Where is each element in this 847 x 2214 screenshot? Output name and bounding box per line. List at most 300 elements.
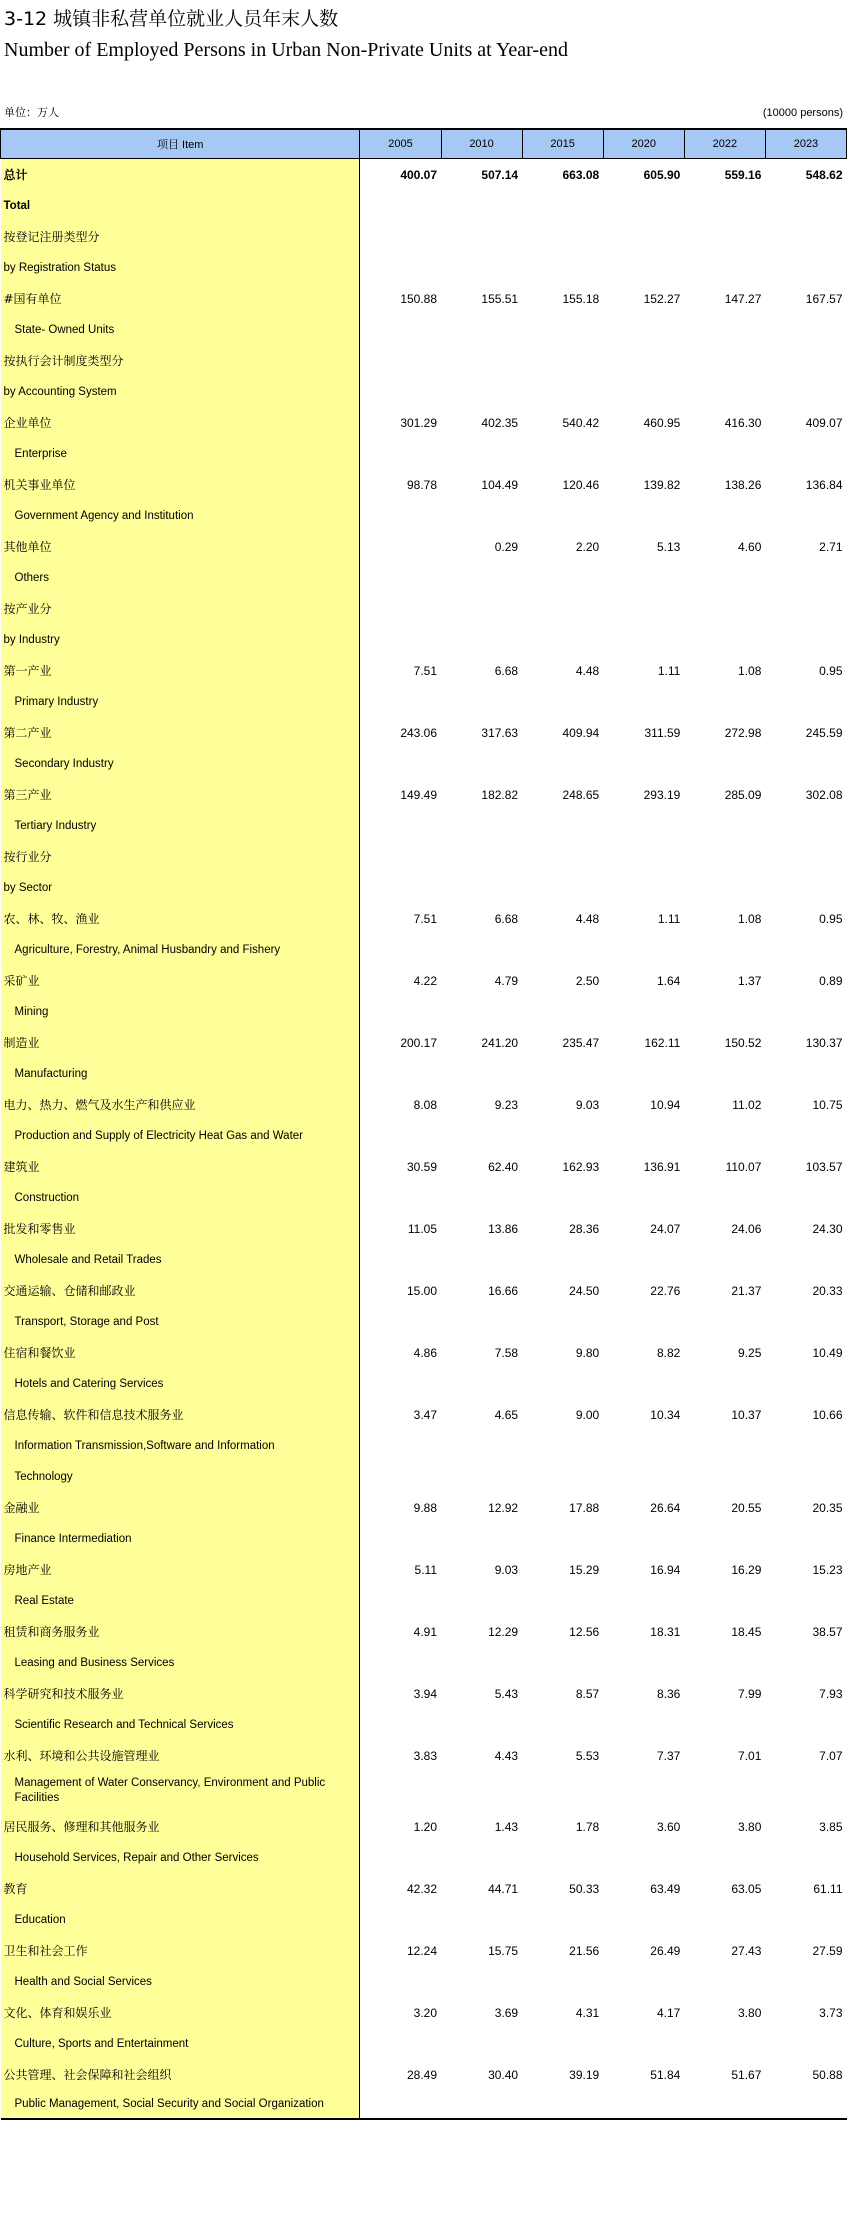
table-row bbox=[1, 996, 847, 1027]
value-cell bbox=[522, 1771, 603, 1811]
value-cell: 317.63 bbox=[481, 725, 519, 740]
value-cell bbox=[522, 1306, 603, 1337]
value-cell: 3.80 bbox=[738, 1819, 762, 1834]
value-cell bbox=[684, 314, 765, 345]
row-label: Information Transmission,Software and Information bbox=[1, 1430, 360, 1461]
table-row bbox=[1, 624, 847, 655]
value-cell bbox=[441, 841, 522, 872]
value-cell bbox=[765, 593, 846, 624]
table-row bbox=[1, 2059, 847, 2090]
value-cell bbox=[684, 376, 765, 407]
value-cell: 1.64 bbox=[656, 973, 681, 988]
value-cell bbox=[360, 314, 441, 345]
value-cell bbox=[684, 1120, 765, 1151]
value-cell: 1.20 bbox=[413, 1819, 438, 1834]
table-row bbox=[1, 500, 847, 531]
value-cell: 241.20 bbox=[481, 1035, 519, 1050]
table-row bbox=[1, 1275, 847, 1306]
row-label: 住宿和餐饮业 bbox=[1, 1337, 360, 1368]
value-cell bbox=[360, 1430, 441, 1461]
table-row bbox=[1, 1935, 847, 1966]
value-cell: 7.01 bbox=[738, 1748, 762, 1763]
value-cell: 13.86 bbox=[488, 1221, 519, 1236]
value-cell bbox=[603, 376, 684, 407]
value-cell bbox=[765, 190, 846, 221]
table-row bbox=[1, 965, 847, 996]
row-label: Others bbox=[1, 562, 360, 593]
value-cell: 162.93 bbox=[562, 1159, 600, 1174]
value-cell bbox=[441, 624, 522, 655]
value-cell: 302.08 bbox=[805, 787, 843, 802]
row-label: 按执行会计制度类型分 bbox=[1, 345, 360, 376]
value-cell bbox=[684, 1842, 765, 1873]
value-cell: 28.36 bbox=[569, 1221, 600, 1236]
data-table-container bbox=[0, 128, 847, 2120]
value-cell: 10.37 bbox=[731, 1407, 762, 1422]
value-cell: 400.07 bbox=[400, 167, 438, 182]
row-label: 第三产业 bbox=[1, 779, 360, 810]
value-cell bbox=[684, 593, 765, 624]
value-cell: 182.82 bbox=[481, 787, 519, 802]
value-cell bbox=[603, 1430, 684, 1461]
row-label: State- Owned Units bbox=[1, 314, 360, 345]
value-cell: 155.51 bbox=[481, 291, 519, 306]
value-cell bbox=[441, 562, 522, 593]
value-cell bbox=[360, 531, 441, 562]
value-cell: 24.50 bbox=[569, 1283, 600, 1298]
value-cell bbox=[441, 1306, 522, 1337]
value-cell bbox=[684, 1585, 765, 1616]
value-cell: 63.49 bbox=[650, 1881, 681, 1896]
value-cell bbox=[522, 562, 603, 593]
value-cell: 104.49 bbox=[481, 477, 519, 492]
value-cell: 10.66 bbox=[812, 1407, 843, 1422]
row-label: 水利、环境和公共设施管理业 bbox=[1, 1740, 360, 1771]
value-cell: 559.16 bbox=[724, 167, 762, 182]
value-cell bbox=[441, 1120, 522, 1151]
value-cell bbox=[684, 872, 765, 903]
value-cell bbox=[765, 1430, 846, 1461]
value-cell: 3.85 bbox=[819, 1819, 843, 1834]
row-label: by Accounting System bbox=[1, 376, 360, 407]
value-cell bbox=[684, 1461, 765, 1492]
value-cell bbox=[522, 1523, 603, 1554]
value-cell: 4.48 bbox=[575, 663, 600, 678]
table-row bbox=[1, 1337, 847, 1368]
value-cell bbox=[441, 1182, 522, 1213]
value-cell bbox=[522, 1966, 603, 1997]
value-cell bbox=[684, 1904, 765, 1935]
value-cell bbox=[441, 1842, 522, 1873]
value-cell: 26.49 bbox=[650, 1943, 681, 1958]
value-cell bbox=[360, 1368, 441, 1399]
value-cell bbox=[360, 1461, 441, 1492]
value-cell bbox=[441, 748, 522, 779]
value-cell bbox=[684, 345, 765, 376]
row-label: 企业单位 bbox=[1, 407, 360, 438]
value-cell bbox=[603, 2090, 684, 2119]
value-cell bbox=[765, 1647, 846, 1678]
value-cell: 51.67 bbox=[731, 2067, 762, 2082]
value-cell bbox=[522, 1842, 603, 1873]
value-cell: 6.68 bbox=[494, 663, 519, 678]
value-cell: 460.95 bbox=[643, 415, 681, 430]
value-cell: 3.20 bbox=[413, 2005, 438, 2020]
column-header-item: 项目 Item bbox=[1, 129, 360, 159]
value-cell bbox=[603, 1585, 684, 1616]
value-cell bbox=[522, 500, 603, 531]
table-row bbox=[1, 1089, 847, 1120]
value-cell: 28.49 bbox=[406, 2067, 438, 2082]
value-cell: 155.18 bbox=[562, 291, 600, 306]
value-cell: 10.94 bbox=[650, 1097, 681, 1112]
row-label: Household Services, Repair and Other Services bbox=[1, 1842, 360, 1873]
value-cell bbox=[441, 314, 522, 345]
value-cell bbox=[360, 1306, 441, 1337]
value-cell: 0.95 bbox=[819, 663, 843, 678]
value-cell bbox=[765, 841, 846, 872]
value-cell bbox=[603, 996, 684, 1027]
value-cell bbox=[603, 1647, 684, 1678]
value-cell bbox=[360, 624, 441, 655]
value-cell bbox=[441, 345, 522, 376]
value-cell bbox=[765, 1523, 846, 1554]
value-cell: 139.82 bbox=[643, 477, 681, 492]
value-cell: 4.43 bbox=[494, 1748, 519, 1763]
table-row bbox=[1, 438, 847, 469]
row-label: 租赁和商务服务业 bbox=[1, 1616, 360, 1647]
value-cell bbox=[360, 593, 441, 624]
row-label: 按行业分 bbox=[1, 841, 360, 872]
value-cell: 2.50 bbox=[575, 973, 600, 988]
table-row bbox=[1, 1554, 847, 1585]
row-label: Government Agency and Institution bbox=[1, 500, 360, 531]
value-cell: 12.92 bbox=[488, 1500, 519, 1515]
value-cell bbox=[684, 1368, 765, 1399]
value-cell bbox=[360, 1182, 441, 1213]
value-cell bbox=[522, 1647, 603, 1678]
value-cell: 12.24 bbox=[406, 1943, 438, 1958]
employment-table bbox=[0, 128, 847, 2120]
row-label: 第一产业 bbox=[1, 655, 360, 686]
value-cell: 1.11 bbox=[657, 663, 681, 678]
value-cell bbox=[684, 1058, 765, 1089]
row-label: 其他单位 bbox=[1, 531, 360, 562]
value-cell: 1.43 bbox=[494, 1819, 519, 1834]
value-cell: 20.33 bbox=[812, 1283, 843, 1298]
value-cell bbox=[441, 1585, 522, 1616]
value-cell bbox=[441, 221, 522, 252]
table-row bbox=[1, 1151, 847, 1182]
row-label: by Industry bbox=[1, 624, 360, 655]
value-cell bbox=[522, 872, 603, 903]
value-cell bbox=[441, 1368, 522, 1399]
value-cell bbox=[684, 1709, 765, 1740]
value-cell bbox=[360, 1904, 441, 1935]
value-cell: 130.37 bbox=[805, 1035, 843, 1050]
value-cell: 3.60 bbox=[656, 1819, 681, 1834]
value-cell: 3.80 bbox=[738, 2005, 762, 2020]
table-row bbox=[1, 407, 847, 438]
table-header-row bbox=[1, 129, 847, 159]
value-cell bbox=[603, 562, 684, 593]
value-cell: 39.19 bbox=[569, 2067, 600, 2082]
value-cell: 152.27 bbox=[643, 291, 681, 306]
table-row bbox=[1, 562, 847, 593]
table-row bbox=[1, 934, 847, 965]
row-label: 卫生和社会工作 bbox=[1, 1935, 360, 1966]
value-cell bbox=[684, 1182, 765, 1213]
value-cell: 11.05 bbox=[407, 1221, 438, 1236]
value-cell: 62.40 bbox=[488, 1159, 519, 1174]
value-cell bbox=[360, 872, 441, 903]
row-label: Total bbox=[1, 190, 360, 221]
table-row bbox=[1, 1213, 847, 1244]
value-cell: 9.23 bbox=[494, 1097, 519, 1112]
value-cell bbox=[603, 1306, 684, 1337]
value-cell: 7.51 bbox=[413, 911, 438, 926]
table-row bbox=[1, 1399, 847, 1430]
table-row bbox=[1, 1523, 847, 1554]
value-cell: 15.29 bbox=[569, 1562, 600, 1577]
value-cell bbox=[441, 686, 522, 717]
value-cell: 5.43 bbox=[494, 1686, 519, 1701]
table-row bbox=[1, 1647, 847, 1678]
value-cell bbox=[684, 996, 765, 1027]
value-cell: 7.37 bbox=[656, 1748, 681, 1763]
value-cell: 1.08 bbox=[738, 911, 762, 926]
table-row bbox=[1, 655, 847, 686]
value-cell: 50.88 bbox=[812, 2067, 843, 2082]
table-row bbox=[1, 1997, 847, 2028]
value-cell bbox=[684, 748, 765, 779]
column-header-year: 2005 bbox=[360, 129, 441, 159]
value-cell: 16.94 bbox=[650, 1562, 681, 1577]
value-cell bbox=[603, 1120, 684, 1151]
value-cell: 42.32 bbox=[406, 1881, 438, 1896]
value-cell: 30.59 bbox=[406, 1159, 438, 1174]
value-cell bbox=[603, 593, 684, 624]
value-cell bbox=[360, 934, 441, 965]
value-cell: 4.22 bbox=[413, 973, 438, 988]
row-label: Culture, Sports and Entertainment bbox=[1, 2028, 360, 2059]
value-cell: 20.35 bbox=[812, 1500, 843, 1515]
value-cell: 10.75 bbox=[812, 1097, 843, 1112]
value-cell bbox=[603, 2028, 684, 2059]
value-cell bbox=[360, 438, 441, 469]
row-label: Manufacturing bbox=[1, 1058, 360, 1089]
value-cell bbox=[765, 1182, 846, 1213]
row-label: Scientific Research and Technical Services bbox=[1, 1709, 360, 1740]
value-cell: 4.48 bbox=[575, 911, 600, 926]
value-cell bbox=[522, 748, 603, 779]
value-cell: 663.08 bbox=[562, 167, 600, 182]
value-cell bbox=[360, 841, 441, 872]
row-label: 按产业分 bbox=[1, 593, 360, 624]
column-header-year: 2015 bbox=[522, 129, 603, 159]
value-cell bbox=[522, 190, 603, 221]
row-label: Finance Intermediation bbox=[1, 1523, 360, 1554]
value-cell bbox=[603, 1182, 684, 1213]
value-cell: 285.09 bbox=[724, 787, 762, 802]
value-cell: 15.00 bbox=[406, 1283, 438, 1298]
value-cell bbox=[522, 1709, 603, 1740]
value-cell: 18.45 bbox=[731, 1624, 762, 1639]
row-label: Primary Industry bbox=[1, 686, 360, 717]
value-cell bbox=[765, 1966, 846, 1997]
value-cell: 12.56 bbox=[569, 1624, 600, 1639]
value-cell bbox=[360, 1120, 441, 1151]
row-label: 科学研究和技术服务业 bbox=[1, 1678, 360, 1709]
value-cell bbox=[441, 1244, 522, 1275]
value-cell: 7.51 bbox=[413, 663, 438, 678]
value-cell: 16.29 bbox=[731, 1562, 762, 1577]
value-cell bbox=[522, 593, 603, 624]
table-row bbox=[1, 314, 847, 345]
table-row bbox=[1, 841, 847, 872]
value-cell bbox=[603, 1709, 684, 1740]
value-cell bbox=[603, 810, 684, 841]
row-label: 金融业 bbox=[1, 1492, 360, 1523]
value-cell bbox=[765, 624, 846, 655]
value-cell: 136.84 bbox=[805, 477, 843, 492]
column-header-year: 2010 bbox=[441, 129, 522, 159]
row-label: 总计 bbox=[1, 159, 360, 191]
value-cell bbox=[765, 996, 846, 1027]
value-cell bbox=[441, 438, 522, 469]
value-cell: 8.08 bbox=[413, 1097, 438, 1112]
value-cell bbox=[765, 345, 846, 376]
table-row bbox=[1, 779, 847, 810]
value-cell: 0.89 bbox=[819, 973, 843, 988]
value-cell bbox=[360, 1771, 441, 1811]
value-cell: 4.79 bbox=[494, 973, 519, 988]
row-label: 信息传输、软件和信息技术服务业 bbox=[1, 1399, 360, 1430]
value-cell bbox=[522, 1461, 603, 1492]
table-row bbox=[1, 1461, 847, 1492]
value-cell bbox=[765, 686, 846, 717]
table-row bbox=[1, 1966, 847, 1997]
value-cell: 20.55 bbox=[731, 1500, 762, 1515]
value-cell bbox=[765, 1368, 846, 1399]
value-cell: 15.23 bbox=[812, 1562, 843, 1577]
value-cell bbox=[684, 1523, 765, 1554]
value-cell bbox=[522, 686, 603, 717]
value-cell bbox=[765, 562, 846, 593]
value-cell bbox=[441, 1709, 522, 1740]
value-cell bbox=[765, 1904, 846, 1935]
value-cell bbox=[360, 1523, 441, 1554]
value-cell bbox=[441, 934, 522, 965]
value-cell bbox=[603, 1842, 684, 1873]
value-cell bbox=[441, 1904, 522, 1935]
table-title-cn: 3-12 城镇非私营单位就业人员年末人数 bbox=[4, 8, 339, 30]
table-row bbox=[1, 1771, 847, 1811]
value-cell: 10.49 bbox=[812, 1345, 843, 1360]
table-body bbox=[1, 159, 847, 2120]
value-cell bbox=[522, 1585, 603, 1616]
table-row bbox=[1, 1120, 847, 1151]
value-cell: 8.36 bbox=[656, 1686, 681, 1701]
value-cell: 17.88 bbox=[569, 1500, 600, 1515]
value-cell: 38.57 bbox=[812, 1624, 843, 1639]
value-cell bbox=[684, 934, 765, 965]
row-label: by Sector bbox=[1, 872, 360, 903]
value-cell: 11.02 bbox=[732, 1097, 762, 1112]
value-cell bbox=[684, 562, 765, 593]
value-cell bbox=[603, 1966, 684, 1997]
value-cell: 138.26 bbox=[724, 477, 762, 492]
value-cell bbox=[522, 376, 603, 407]
value-cell bbox=[441, 2090, 522, 2119]
table-row bbox=[1, 1306, 847, 1337]
value-cell: 245.59 bbox=[805, 725, 843, 740]
value-cell: 248.65 bbox=[562, 787, 600, 802]
value-cell bbox=[684, 190, 765, 221]
value-cell: 61.11 bbox=[813, 1881, 843, 1896]
value-cell bbox=[765, 500, 846, 531]
value-cell: 27.43 bbox=[731, 1943, 762, 1958]
row-label: 按登记注册类型分 bbox=[1, 221, 360, 252]
value-cell: 6.68 bbox=[494, 911, 519, 926]
value-cell bbox=[441, 1058, 522, 1089]
value-cell bbox=[603, 190, 684, 221]
value-cell bbox=[360, 376, 441, 407]
value-cell bbox=[522, 314, 603, 345]
value-cell: 1.11 bbox=[657, 911, 681, 926]
row-label: 第二产业 bbox=[1, 717, 360, 748]
table-row bbox=[1, 252, 847, 283]
table-row bbox=[1, 593, 847, 624]
value-cell bbox=[360, 1709, 441, 1740]
value-cell: 1.08 bbox=[738, 663, 762, 678]
value-cell bbox=[360, 996, 441, 1027]
value-cell bbox=[765, 810, 846, 841]
value-cell bbox=[441, 996, 522, 1027]
value-cell bbox=[684, 221, 765, 252]
value-cell: 8.82 bbox=[656, 1345, 681, 1360]
value-cell: 7.07 bbox=[819, 1748, 843, 1763]
table-row bbox=[1, 686, 847, 717]
value-cell bbox=[360, 1585, 441, 1616]
value-cell: 235.47 bbox=[562, 1035, 600, 1050]
value-cell bbox=[684, 2028, 765, 2059]
row-label: Technology bbox=[1, 1461, 360, 1492]
row-label: Health and Social Services bbox=[1, 1966, 360, 1997]
table-row bbox=[1, 531, 847, 562]
value-cell bbox=[603, 624, 684, 655]
value-cell bbox=[360, 221, 441, 252]
row-label: 交通运输、仓储和邮政业 bbox=[1, 1275, 360, 1306]
value-cell bbox=[360, 1244, 441, 1275]
value-cell bbox=[765, 252, 846, 283]
value-cell: 4.31 bbox=[575, 2005, 600, 2020]
row-label: Enterprise bbox=[1, 438, 360, 469]
value-cell: 15.75 bbox=[488, 1943, 519, 1958]
value-cell: 4.60 bbox=[738, 539, 762, 554]
value-cell: 272.98 bbox=[724, 725, 762, 740]
value-cell: 8.57 bbox=[575, 1686, 600, 1701]
value-cell bbox=[684, 1244, 765, 1275]
value-cell bbox=[603, 345, 684, 376]
value-cell bbox=[765, 1058, 846, 1089]
value-cell bbox=[603, 872, 684, 903]
value-cell bbox=[603, 438, 684, 469]
value-cell bbox=[441, 872, 522, 903]
value-cell bbox=[360, 562, 441, 593]
value-cell bbox=[684, 1966, 765, 1997]
value-cell bbox=[360, 252, 441, 283]
